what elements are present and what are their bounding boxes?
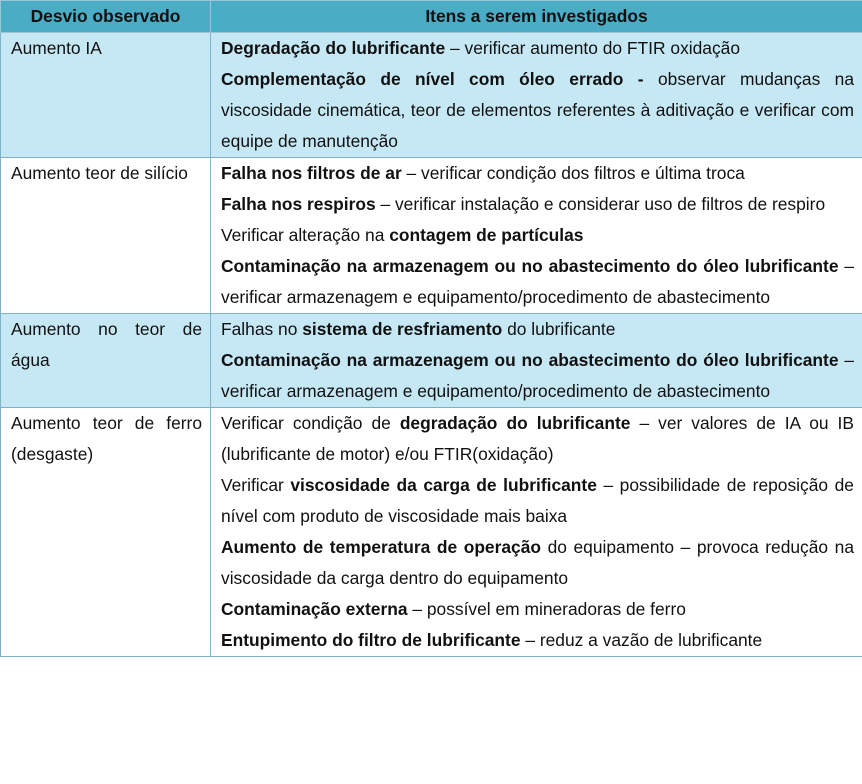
item-emphasis-text: Aumento de temperatura de operação [221,537,542,557]
item-text: – verificar armazenagem e equipamento/procedimento de abastecimento [221,350,854,401]
item-text: do equipamento – provoca redução na viscosidade da carga dentro do equipamento [221,537,854,588]
items-cell [211,33,862,158]
investigation-item [221,594,854,625]
table-row [1,158,862,314]
item-text: – ver valores de IA ou IB (lubrificante de motor) e/ou FTIR(oxidação) [221,413,854,464]
item-emphasis-text: Complementação de nível com óleo errado - [221,69,644,89]
item-emphasis-text: Contaminação externa [221,599,408,619]
item-text: – verificar instalação e considerar uso de filtros de respiro [375,194,826,214]
item-text: – verificar condição dos filtros e última troca [401,163,745,183]
item-emphasis-text: sistema de resfriamento [302,319,503,339]
item-emphasis-text: viscosidade da carga de lubrificante [290,475,597,495]
item-text: – possibilidade de reposição de nível com produto de viscosidade mais baixa [221,475,854,526]
item-emphasis-text: Contaminação na armazenagem ou no abastecimento do óleo lubrificante [221,350,839,370]
item-text: – reduz a vazão de lubrificante [520,630,763,650]
investigation-item [221,625,854,656]
item-text: Verificar [221,475,291,495]
investigation-item [221,314,854,345]
item-text: Verificar alteração na [221,225,390,245]
item-emphasis-text: Degradação do lubrificante [221,38,446,58]
item-text: observar mudanças na viscosidade cinemática, teor de elementos referentes à aditivação e verificar com equipe de manutenção [221,69,854,151]
table-row [1,408,862,657]
item-text: – verificar armazenagem e equipamento/procedimento de abastecimento [221,256,854,307]
column-header-items: Itens a serem investigados [211,1,862,33]
item-text: – verificar aumento do FTIR oxidação [445,38,741,58]
item-emphasis-text: Falha nos filtros de ar [221,163,402,183]
items-cell [211,314,862,408]
deviation-cell: Aumento IA [1,33,211,158]
deviation-cell: Aumento no teor de água [1,314,211,408]
item-emphasis-text: Entupimento do filtro de lubrificante [221,630,521,650]
item-text: Verificar condição de [221,413,400,433]
items-cell [211,408,862,657]
investigation-item [221,251,854,313]
investigation-item [221,189,854,220]
item-emphasis-text: Falha nos respiros [221,194,376,214]
item-text: Falhas no [221,319,303,339]
column-header-deviation: Desvio observado [1,1,211,33]
investigation-item [221,220,854,251]
item-emphasis-text: contagem de partículas [389,225,584,245]
investigation-item [221,158,854,189]
deviation-cell: Aumento teor de ferro (desgaste) [1,408,211,657]
item-text: – possível em mineradoras de ferro [407,599,686,619]
table-row [1,314,862,408]
items-cell [211,158,862,314]
investigation-item [221,64,854,157]
item-emphasis-text: degradação do lubrificante [399,413,631,433]
table-row [1,33,862,158]
deviation-cell: Aumento teor de silício [1,158,211,314]
item-text: do lubrificante [502,319,616,339]
investigation-item [221,408,854,470]
investigation-item [221,532,854,594]
table-header-row [1,1,862,33]
investigation-item [221,470,854,532]
investigation-item [221,33,854,64]
item-emphasis-text: Contaminação na armazenagem ou no abastecimento do óleo lubrificante [221,256,839,276]
investigation-item [221,345,854,407]
table-body [1,33,862,657]
